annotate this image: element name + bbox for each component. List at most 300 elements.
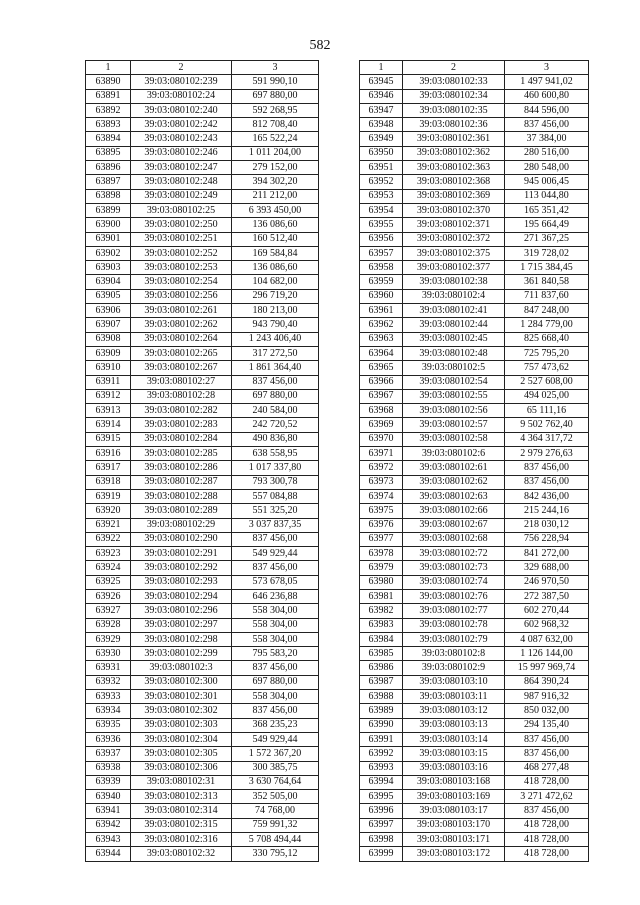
- table-row: [360, 604, 589, 618]
- table-row: [86, 747, 319, 761]
- row-number-cell: 63919: [86, 489, 131, 503]
- row-number-cell: 63990: [360, 718, 403, 732]
- cadastral-number-cell: 39:03:080102:299: [131, 647, 232, 661]
- header-col-2: 2: [403, 61, 505, 75]
- row-number-cell: 63961: [360, 304, 403, 318]
- table-row: [86, 718, 319, 732]
- table-row: [360, 118, 589, 132]
- value-cell: 602 968,32: [505, 618, 589, 632]
- row-number-cell: 63915: [86, 432, 131, 446]
- table-row: [86, 732, 319, 746]
- table-row: [86, 504, 319, 518]
- table-row: [86, 146, 319, 160]
- row-number-cell: 63965: [360, 361, 403, 375]
- value-cell: 3 630 764,64: [232, 775, 319, 789]
- value-cell: 280 516,00: [505, 146, 589, 160]
- table-row: [360, 103, 589, 117]
- row-number-cell: 63993: [360, 761, 403, 775]
- row-number-cell: 63903: [86, 261, 131, 275]
- cadastral-number-cell: 39:03:080102:3: [131, 661, 232, 675]
- cadastral-number-cell: 39:03:080102:239: [131, 75, 232, 89]
- cadastral-number-cell: 39:03:080102:6: [403, 447, 505, 461]
- value-cell: 5 708 494,44: [232, 833, 319, 847]
- cadastral-number-cell: 39:03:080102:249: [131, 189, 232, 203]
- row-number-cell: 63957: [360, 246, 403, 260]
- value-cell: 837 456,00: [232, 561, 319, 575]
- table-row: [360, 175, 589, 189]
- value-cell: 825 668,40: [505, 332, 589, 346]
- value-cell: 418 728,00: [505, 775, 589, 789]
- table-row: [86, 346, 319, 360]
- value-cell: 294 135,40: [505, 718, 589, 732]
- value-cell: 6 393 450,00: [232, 203, 319, 217]
- row-number-cell: 63967: [360, 389, 403, 403]
- row-number-cell: 63895: [86, 146, 131, 160]
- row-number-cell: 63932: [86, 675, 131, 689]
- cadastral-number-cell: 39:03:080102:48: [403, 346, 505, 360]
- cadastral-number-cell: 39:03:080102:283: [131, 418, 232, 432]
- value-cell: 844 596,00: [505, 103, 589, 117]
- value-cell: 837 456,00: [232, 704, 319, 718]
- cadastral-number-cell: 39:03:080103:15: [403, 747, 505, 761]
- value-cell: 558 304,00: [232, 690, 319, 704]
- row-number-cell: 63972: [360, 461, 403, 475]
- table-row: [360, 89, 589, 103]
- table-row: [86, 632, 319, 646]
- row-number-cell: 63925: [86, 575, 131, 589]
- table-row: [86, 804, 319, 818]
- value-cell: 795 583,20: [232, 647, 319, 661]
- value-cell: 837 456,00: [505, 461, 589, 475]
- row-number-cell: 63911: [86, 375, 131, 389]
- cadastral-number-cell: 39:03:080102:292: [131, 561, 232, 575]
- cadastral-number-cell: 39:03:080102:243: [131, 132, 232, 146]
- row-number-cell: 63902: [86, 246, 131, 260]
- value-cell: 592 268,95: [232, 103, 319, 117]
- value-cell: 3 037 837,35: [232, 518, 319, 532]
- row-number-cell: 63922: [86, 532, 131, 546]
- value-cell: 240 584,00: [232, 404, 319, 418]
- table-row: [86, 547, 319, 561]
- cadastral-number-cell: 39:03:080102:66: [403, 504, 505, 518]
- cadastral-number-cell: 39:03:080102:282: [131, 404, 232, 418]
- row-number-cell: 63918: [86, 475, 131, 489]
- table-row: [360, 747, 589, 761]
- table-row: [86, 75, 319, 89]
- table-row: [360, 575, 589, 589]
- row-number-cell: 63979: [360, 561, 403, 575]
- header-col-3: 3: [505, 61, 589, 75]
- value-cell: 3 271 472,62: [505, 790, 589, 804]
- row-number-cell: 63938: [86, 761, 131, 775]
- cadastral-number-cell: 39:03:080102:302: [131, 704, 232, 718]
- row-number-cell: 63958: [360, 261, 403, 275]
- value-cell: 549 929,44: [232, 547, 319, 561]
- table-row: [360, 304, 589, 318]
- cadastral-number-cell: 39:03:080102:265: [131, 346, 232, 360]
- cadastral-number-cell: 39:03:080103:170: [403, 818, 505, 832]
- table-row: [360, 418, 589, 432]
- value-cell: 711 837,60: [505, 289, 589, 303]
- table-row: [360, 632, 589, 646]
- value-cell: 296 719,20: [232, 289, 319, 303]
- row-number-cell: 63994: [360, 775, 403, 789]
- row-number-cell: 63929: [86, 632, 131, 646]
- table-row: [360, 618, 589, 632]
- cadastral-number-cell: 39:03:080102:314: [131, 804, 232, 818]
- value-cell: 317 272,50: [232, 346, 319, 360]
- cadastral-number-cell: 39:03:080103:168: [403, 775, 505, 789]
- row-number-cell: 63898: [86, 189, 131, 203]
- table-row: [360, 589, 589, 603]
- row-number-cell: 63909: [86, 346, 131, 360]
- row-number-cell: 63928: [86, 618, 131, 632]
- cadastral-number-cell: 39:03:080102:54: [403, 375, 505, 389]
- row-number-cell: 63986: [360, 661, 403, 675]
- row-number-cell: 63891: [86, 89, 131, 103]
- row-number-cell: 63943: [86, 833, 131, 847]
- table-row: [86, 246, 319, 260]
- table-row: [86, 618, 319, 632]
- table-row: [86, 118, 319, 132]
- row-number-cell: 63908: [86, 332, 131, 346]
- cadastral-number-cell: 39:03:080102:301: [131, 690, 232, 704]
- row-number-cell: 63992: [360, 747, 403, 761]
- value-cell: 4 364 317,72: [505, 432, 589, 446]
- row-number-cell: 63905: [86, 289, 131, 303]
- cadastral-number-cell: 39:03:080102:262: [131, 318, 232, 332]
- cadastral-number-cell: 39:03:080102:33: [403, 75, 505, 89]
- value-cell: 697 880,00: [232, 675, 319, 689]
- cadastral-number-cell: 39:03:080102:27: [131, 375, 232, 389]
- row-number-cell: 63955: [360, 218, 403, 232]
- table-row: [360, 818, 589, 832]
- cadastral-number-cell: 39:03:080102:267: [131, 361, 232, 375]
- cadastral-number-cell: 39:03:080102:247: [131, 161, 232, 175]
- cadastral-number-cell: 39:03:080102:315: [131, 818, 232, 832]
- value-cell: 551 325,20: [232, 504, 319, 518]
- row-number-cell: 63937: [86, 747, 131, 761]
- value-cell: 1 861 364,40: [232, 361, 319, 375]
- row-number-cell: 63980: [360, 575, 403, 589]
- row-number-cell: 63981: [360, 589, 403, 603]
- table-row: [360, 218, 589, 232]
- row-number-cell: 63906: [86, 304, 131, 318]
- table-row: [86, 761, 319, 775]
- cadastral-number-cell: 39:03:080102:300: [131, 675, 232, 689]
- cadastral-number-cell: 39:03:080102:29: [131, 518, 232, 532]
- cadastral-number-cell: 39:03:080103:10: [403, 675, 505, 689]
- cadastral-number-cell: 39:03:080102:296: [131, 604, 232, 618]
- table-row: [360, 732, 589, 746]
- cadastral-number-cell: 39:03:080103:17: [403, 804, 505, 818]
- cadastral-number-cell: 39:03:080103:11: [403, 690, 505, 704]
- cadastral-number-cell: 39:03:080102:242: [131, 118, 232, 132]
- table-row: [360, 203, 589, 217]
- cadastral-number-cell: 39:03:080102:316: [131, 833, 232, 847]
- cadastral-number-cell: 39:03:080102:375: [403, 246, 505, 260]
- value-cell: 2 979 276,63: [505, 447, 589, 461]
- table-row: [360, 761, 589, 775]
- cadastral-number-cell: 39:03:080102:38: [403, 275, 505, 289]
- cadastral-number-cell: 39:03:080102:377: [403, 261, 505, 275]
- table-row: [86, 189, 319, 203]
- value-cell: 943 790,40: [232, 318, 319, 332]
- value-cell: 850 032,00: [505, 704, 589, 718]
- row-number-cell: 63936: [86, 732, 131, 746]
- row-number-cell: 63964: [360, 346, 403, 360]
- cadastral-number-cell: 39:03:080102:287: [131, 475, 232, 489]
- row-number-cell: 63983: [360, 618, 403, 632]
- value-cell: 490 836,80: [232, 432, 319, 446]
- header-row: [86, 61, 319, 75]
- value-cell: 837 456,00: [505, 475, 589, 489]
- table-row: [360, 146, 589, 160]
- value-cell: 113 044,80: [505, 189, 589, 203]
- value-cell: 136 086,60: [232, 261, 319, 275]
- value-cell: 591 990,10: [232, 75, 319, 89]
- table-row: [86, 647, 319, 661]
- value-cell: 1 011 204,00: [232, 146, 319, 160]
- cadastral-number-cell: 39:03:080102:304: [131, 732, 232, 746]
- row-number-cell: 63941: [86, 804, 131, 818]
- row-number-cell: 63904: [86, 275, 131, 289]
- row-number-cell: 63944: [86, 847, 131, 861]
- table-row: [86, 461, 319, 475]
- cadastral-number-cell: 39:03:080102:264: [131, 332, 232, 346]
- row-number-cell: 63995: [360, 790, 403, 804]
- value-cell: 65 111,16: [505, 404, 589, 418]
- value-cell: 352 505,00: [232, 790, 319, 804]
- value-cell: 1 126 144,00: [505, 647, 589, 661]
- table-row: [360, 489, 589, 503]
- table-row: [86, 818, 319, 832]
- row-number-cell: 63950: [360, 146, 403, 160]
- table-row: [360, 389, 589, 403]
- table-row: [360, 804, 589, 818]
- table-row: [86, 675, 319, 689]
- table-row: [86, 518, 319, 532]
- row-number-cell: 63894: [86, 132, 131, 146]
- cadastral-number-cell: 39:03:080102:289: [131, 504, 232, 518]
- cadastral-number-cell: 39:03:080102:371: [403, 218, 505, 232]
- value-cell: 841 272,00: [505, 547, 589, 561]
- row-number-cell: 63999: [360, 847, 403, 861]
- cadastral-number-cell: 39:03:080102:58: [403, 432, 505, 446]
- value-cell: 573 678,05: [232, 575, 319, 589]
- row-number-cell: 63985: [360, 647, 403, 661]
- table-row: [86, 175, 319, 189]
- cadastral-number-cell: 39:03:080102:248: [131, 175, 232, 189]
- cadastral-number-cell: 39:03:080102:67: [403, 518, 505, 532]
- table-row: [86, 532, 319, 546]
- value-cell: 468 277,48: [505, 761, 589, 775]
- row-number-cell: 63989: [360, 704, 403, 718]
- table-row: [86, 275, 319, 289]
- value-cell: 418 728,00: [505, 847, 589, 861]
- registry-table-left: [85, 60, 319, 862]
- table-row: [360, 675, 589, 689]
- row-number-cell: 63984: [360, 632, 403, 646]
- value-cell: 759 991,32: [232, 818, 319, 832]
- header-col-1: 1: [360, 61, 403, 75]
- row-number-cell: 63971: [360, 447, 403, 461]
- table-row: [360, 690, 589, 704]
- row-number-cell: 63949: [360, 132, 403, 146]
- row-number-cell: 63976: [360, 518, 403, 532]
- table-row: [86, 447, 319, 461]
- row-number-cell: 63912: [86, 389, 131, 403]
- table-row: [86, 218, 319, 232]
- value-cell: 602 270,44: [505, 604, 589, 618]
- value-cell: 215 244,16: [505, 504, 589, 518]
- cadastral-number-cell: 39:03:080102:73: [403, 561, 505, 575]
- row-number-cell: 63907: [86, 318, 131, 332]
- row-number-cell: 63962: [360, 318, 403, 332]
- row-number-cell: 63968: [360, 404, 403, 418]
- row-number-cell: 63948: [360, 118, 403, 132]
- value-cell: 756 228,94: [505, 532, 589, 546]
- table-row: [86, 589, 319, 603]
- cadastral-number-cell: 39:03:080102:291: [131, 547, 232, 561]
- value-cell: 4 087 632,00: [505, 632, 589, 646]
- value-cell: 987 916,32: [505, 690, 589, 704]
- cadastral-number-cell: 39:03:080102:61: [403, 461, 505, 475]
- row-number-cell: 63963: [360, 332, 403, 346]
- cadastral-number-cell: 39:03:080102:369: [403, 189, 505, 203]
- value-cell: 864 390,24: [505, 675, 589, 689]
- value-cell: 494 025,00: [505, 389, 589, 403]
- row-number-cell: 63916: [86, 447, 131, 461]
- row-number-cell: 63987: [360, 675, 403, 689]
- table-row: [86, 704, 319, 718]
- table-row: [86, 261, 319, 275]
- row-number-cell: 63899: [86, 203, 131, 217]
- row-number-cell: 63951: [360, 161, 403, 175]
- row-number-cell: 63933: [86, 690, 131, 704]
- cadastral-number-cell: 39:03:080102:297: [131, 618, 232, 632]
- cadastral-number-cell: 39:03:080102:68: [403, 532, 505, 546]
- cadastral-number-cell: 39:03:080102:74: [403, 575, 505, 589]
- table-row: [86, 690, 319, 704]
- cadastral-number-cell: 39:03:080102:284: [131, 432, 232, 446]
- table-row: [86, 389, 319, 403]
- cadastral-number-cell: 39:03:080102:77: [403, 604, 505, 618]
- table-row: [86, 775, 319, 789]
- registry-table-right: [359, 60, 589, 862]
- row-number-cell: 63969: [360, 418, 403, 432]
- cadastral-number-cell: 39:03:080102:370: [403, 203, 505, 217]
- value-cell: 558 304,00: [232, 618, 319, 632]
- table-row: [360, 346, 589, 360]
- cadastral-number-cell: 39:03:080103:172: [403, 847, 505, 861]
- value-cell: 2 527 608,00: [505, 375, 589, 389]
- value-cell: 195 664,49: [505, 218, 589, 232]
- row-number-cell: 63939: [86, 775, 131, 789]
- cadastral-number-cell: 39:03:080102:5: [403, 361, 505, 375]
- value-cell: 549 929,44: [232, 732, 319, 746]
- row-number-cell: 63890: [86, 75, 131, 89]
- cadastral-number-cell: 39:03:080103:12: [403, 704, 505, 718]
- row-number-cell: 63998: [360, 833, 403, 847]
- value-cell: 9 502 762,40: [505, 418, 589, 432]
- table-row: [360, 447, 589, 461]
- table-row: [360, 232, 589, 246]
- table-row: [86, 489, 319, 503]
- value-cell: 558 304,00: [232, 632, 319, 646]
- table-row: [86, 304, 319, 318]
- value-cell: 136 086,60: [232, 218, 319, 232]
- header-col-2: 2: [131, 61, 232, 75]
- row-number-cell: 63900: [86, 218, 131, 232]
- table-row: [360, 375, 589, 389]
- value-cell: 725 795,20: [505, 346, 589, 360]
- row-number-cell: 63896: [86, 161, 131, 175]
- value-cell: 418 728,00: [505, 833, 589, 847]
- value-cell: 847 248,00: [505, 304, 589, 318]
- row-number-cell: 63956: [360, 232, 403, 246]
- cadastral-number-cell: 39:03:080103:13: [403, 718, 505, 732]
- cadastral-number-cell: 39:03:080103:169: [403, 790, 505, 804]
- table-row: [86, 475, 319, 489]
- row-number-cell: 63977: [360, 532, 403, 546]
- cadastral-number-cell: 39:03:080103:16: [403, 761, 505, 775]
- table-row: [86, 790, 319, 804]
- value-cell: 1 715 384,45: [505, 261, 589, 275]
- value-cell: 246 970,50: [505, 575, 589, 589]
- table-row: [86, 432, 319, 446]
- value-cell: 793 300,78: [232, 475, 319, 489]
- cadastral-number-cell: 39:03:080102:56: [403, 404, 505, 418]
- row-number-cell: 63952: [360, 175, 403, 189]
- value-cell: 329 688,00: [505, 561, 589, 575]
- value-cell: 300 385,75: [232, 761, 319, 775]
- row-number-cell: 63940: [86, 790, 131, 804]
- cadastral-number-cell: 39:03:080102:293: [131, 575, 232, 589]
- value-cell: 279 152,00: [232, 161, 319, 175]
- cadastral-number-cell: 39:03:080102:286: [131, 461, 232, 475]
- cadastral-number-cell: 39:03:080102:290: [131, 532, 232, 546]
- row-number-cell: 63892: [86, 103, 131, 117]
- table-row: [360, 432, 589, 446]
- cadastral-number-cell: 39:03:080102:250: [131, 218, 232, 232]
- value-cell: 361 840,58: [505, 275, 589, 289]
- cadastral-number-cell: 39:03:080102:256: [131, 289, 232, 303]
- table-row: [360, 833, 589, 847]
- cadastral-number-cell: 39:03:080102:55: [403, 389, 505, 403]
- row-number-cell: 63960: [360, 289, 403, 303]
- row-number-cell: 63931: [86, 661, 131, 675]
- value-cell: 394 302,20: [232, 175, 319, 189]
- row-number-cell: 63913: [86, 404, 131, 418]
- cadastral-number-cell: 39:03:080102:9: [403, 661, 505, 675]
- cadastral-number-cell: 39:03:080102:44: [403, 318, 505, 332]
- cadastral-number-cell: 39:03:080103:14: [403, 732, 505, 746]
- cadastral-number-cell: 39:03:080102:72: [403, 547, 505, 561]
- value-cell: 1 243 406,40: [232, 332, 319, 346]
- value-cell: 330 795,12: [232, 847, 319, 861]
- row-number-cell: 63926: [86, 589, 131, 603]
- table-row: [86, 375, 319, 389]
- value-cell: 319 728,02: [505, 246, 589, 260]
- page-number: 582: [309, 38, 331, 53]
- row-number-cell: 63975: [360, 504, 403, 518]
- row-number-cell: 63927: [86, 604, 131, 618]
- value-cell: 418 728,00: [505, 818, 589, 832]
- row-number-cell: 63996: [360, 804, 403, 818]
- row-number-cell: 63997: [360, 818, 403, 832]
- table-row: [360, 289, 589, 303]
